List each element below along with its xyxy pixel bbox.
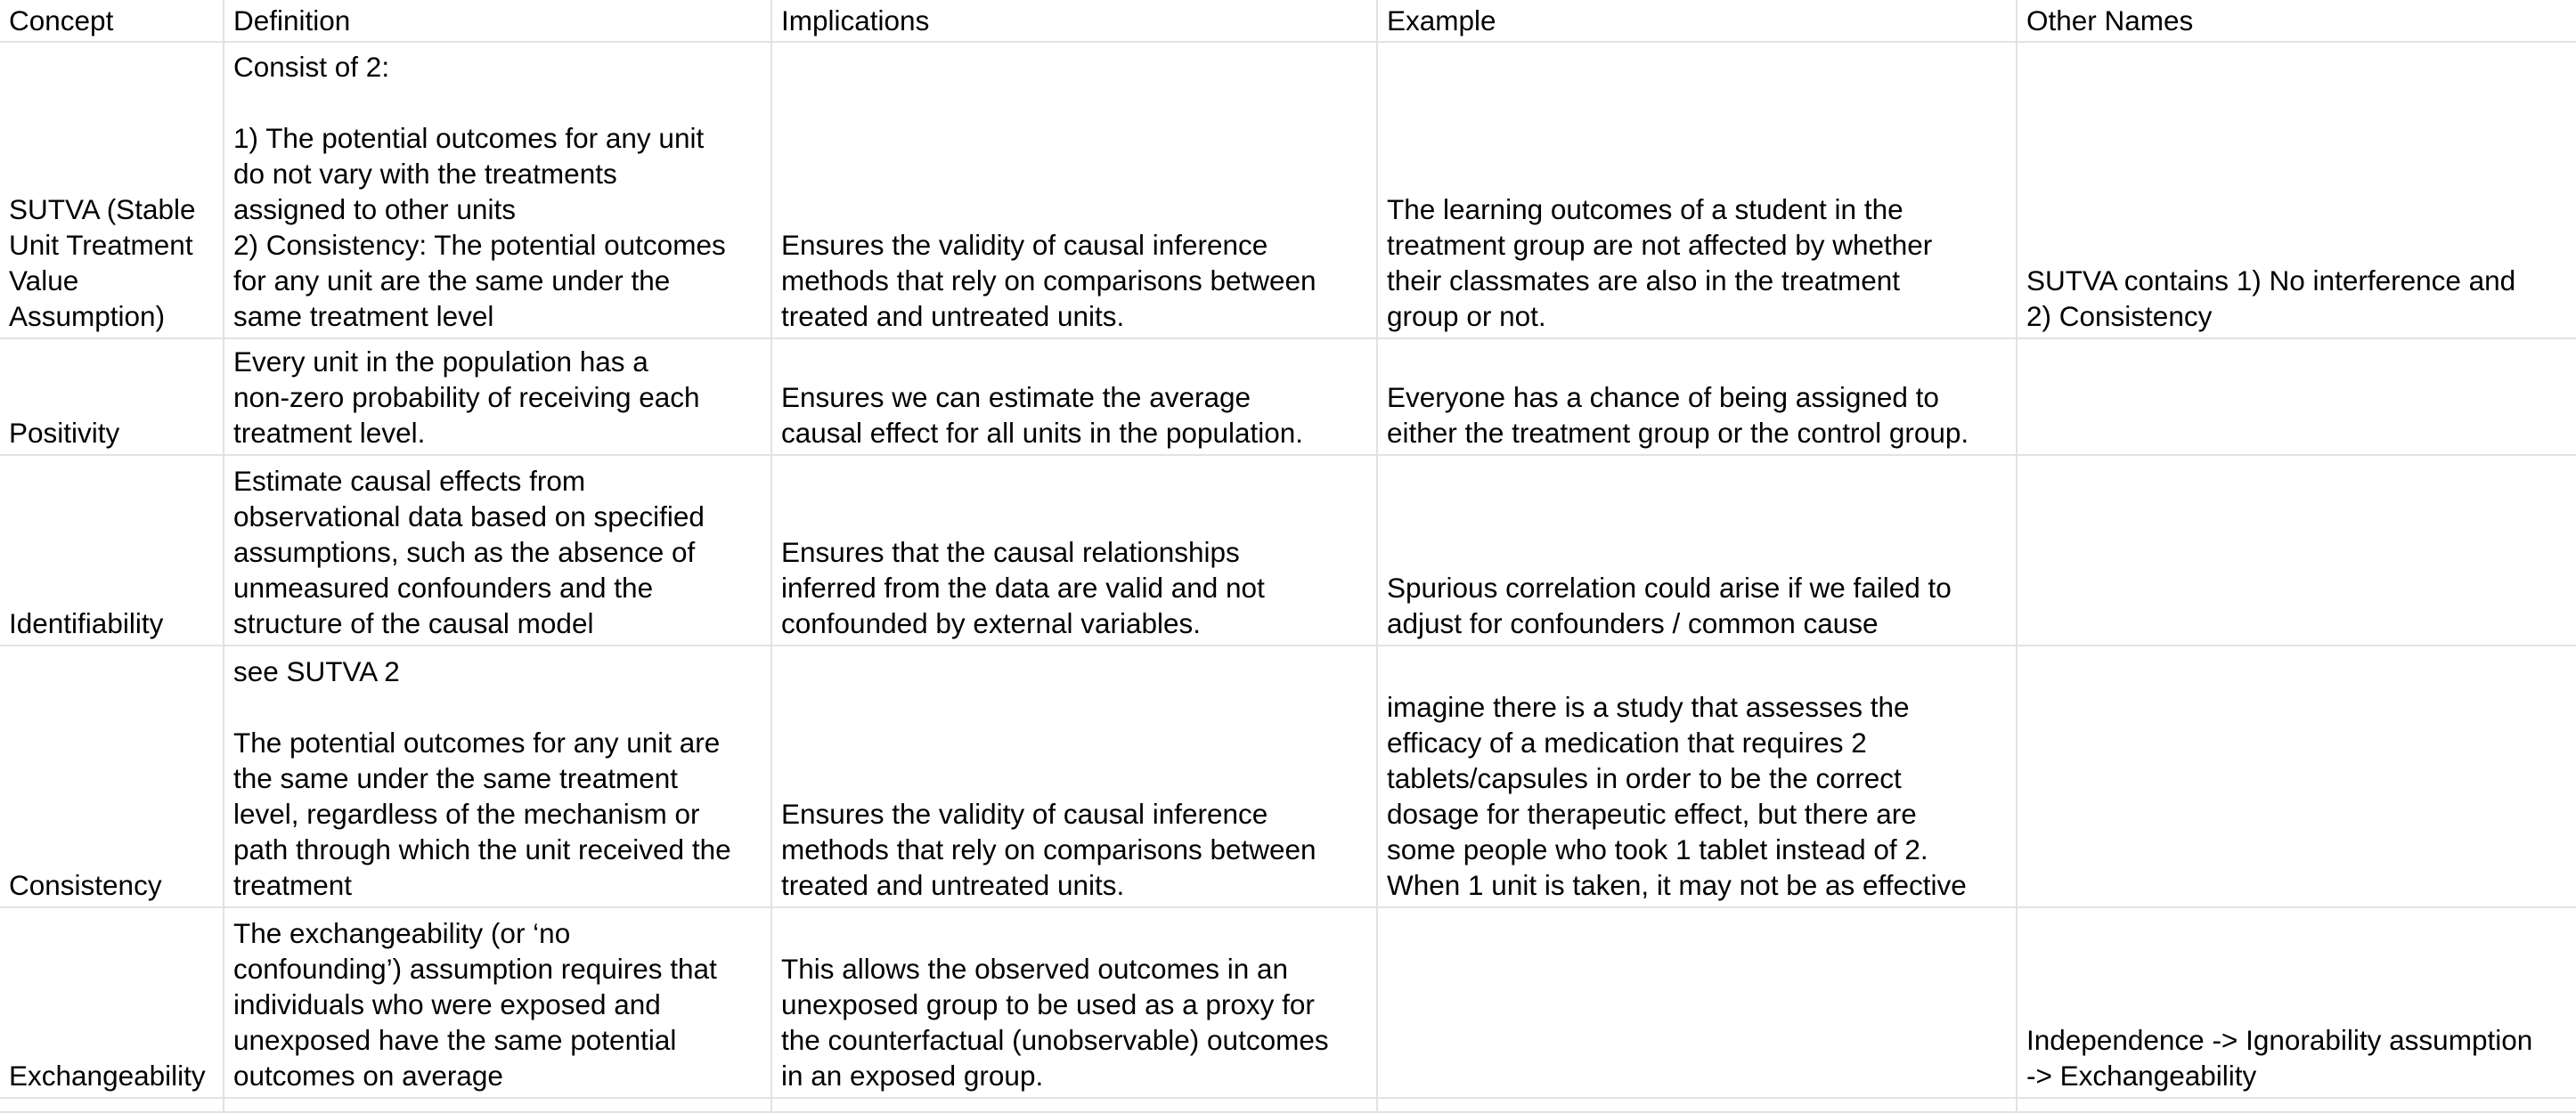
header-label: Implications [781, 4, 930, 37]
cell-text: Ensures that the causal relationships inferred from the data are valid and not confounded by external variables. [781, 536, 1265, 639]
header-label: Concept [9, 4, 114, 37]
definition-cell[interactable] [224, 646, 772, 908]
other-names-cell[interactable] [2018, 646, 2576, 908]
header-label: Other Names [2026, 4, 2194, 37]
implications-cell[interactable] [772, 456, 1378, 646]
empty-cell[interactable] [772, 1099, 1378, 1113]
cell-text: Estimate causal effects from observational data based on specified assumptions, such as the absence of unmeasured confounders and the structure of the causal model [233, 465, 705, 639]
cell-text: The learning outcomes of a student in the treatment group are not affected by whether their classmates are also in the treatment group or not. [1387, 193, 1933, 332]
other-names-cell[interactable] [2018, 43, 2576, 339]
cell-text: Exchangeability [9, 1060, 206, 1092]
header-row [0, 0, 2576, 43]
cell-text: see SUTVA 2 The potential outcomes for any unit are the same under the same treatment level, regardless of the mechanism or path through which the unit received the treatment [233, 655, 731, 901]
concept-cell[interactable] [0, 43, 224, 339]
cell-text: Everyone has a chance of being assigned to either the treatment group or the control group. [1387, 381, 1969, 449]
header-cell-other-names[interactable] [2018, 0, 2576, 43]
cell-text: Positivity [9, 417, 120, 449]
definition-cell[interactable] [224, 908, 772, 1099]
cell-text: SUTVA (Stable Unit Treatment Value Assumption) [9, 193, 196, 332]
cell-text: Consist of 2: 1) The potential outcomes for any unit do not vary with the treatments assigned to other units 2) Consistency: The potential outcomes for any unit are the same under the same treatment level [233, 51, 726, 332]
other-names-cell[interactable] [2018, 456, 2576, 646]
header-cell-example[interactable] [1378, 0, 2018, 43]
implications-cell[interactable] [772, 908, 1378, 1099]
cell-text: Ensures the validity of causal inference methods that rely on comparisons between treated and untreated units. [781, 798, 1317, 901]
concept-cell[interactable] [0, 646, 224, 908]
example-cell[interactable] [1378, 456, 2018, 646]
table-row [0, 646, 2576, 908]
definition-cell[interactable] [224, 43, 772, 339]
implications-cell[interactable] [772, 339, 1378, 456]
table-row [0, 43, 2576, 339]
empty-cell[interactable] [2018, 1099, 2576, 1113]
definition-cell[interactable] [224, 456, 772, 646]
cell-text: The exchangeability (or ‘no confounding’) assumption requires that individuals who were exposed and unexposed have the same potential outcomes on average [233, 917, 717, 1092]
empty-cell[interactable] [224, 1099, 772, 1113]
concept-cell[interactable] [0, 908, 224, 1099]
concept-cell[interactable] [0, 339, 224, 456]
cell-text: Identifiability [9, 607, 164, 639]
table-row [0, 339, 2576, 456]
concept-cell[interactable] [0, 456, 224, 646]
header-cell-implications[interactable] [772, 0, 1378, 43]
other-names-cell[interactable] [2018, 339, 2576, 456]
example-cell[interactable] [1378, 646, 2018, 908]
table-row [0, 908, 2576, 1099]
empty-cell[interactable] [0, 1099, 224, 1113]
cell-text: Consistency [9, 869, 162, 901]
definition-cell[interactable] [224, 339, 772, 456]
cell-text: SUTVA contains 1) No interference and 2) Consistency [2026, 264, 2516, 332]
example-cell[interactable] [1378, 908, 2018, 1099]
cell-text: Ensures we can estimate the average causal effect for all units in the population. [781, 381, 1304, 449]
cell-text: Spurious correlation could arise if we failed to adjust for confounders / common cause [1387, 572, 1952, 639]
other-names-cell[interactable] [2018, 908, 2576, 1099]
example-cell[interactable] [1378, 43, 2018, 339]
example-cell[interactable] [1378, 339, 2018, 456]
cell-text: Every unit in the population has a non-zero probability of receiving each treatment level. [233, 345, 700, 449]
implications-cell[interactable] [772, 43, 1378, 339]
header-label: Definition [233, 4, 351, 37]
empty-row [0, 1099, 2576, 1113]
header-label: Example [1387, 4, 1496, 37]
implications-cell[interactable] [772, 646, 1378, 908]
cell-text: This allows the observed outcomes in an unexposed group to be used as a proxy for the counterfactual (unobservable) outcomes in an exposed group. [781, 953, 1329, 1092]
cell-text: imagine there is a study that assesses the efficacy of a medication that requires 2 tablets/capsules in order to be the correct dosage for therapeutic effect, but there are some people who took 1 tablet instead of 2. When 1 unit is taken, it may not be as effective [1387, 691, 1967, 901]
empty-cell[interactable] [1378, 1099, 2018, 1113]
header-cell-concept[interactable] [0, 0, 224, 43]
cell-text: Independence -> Ignorability assumption -> Exchangeability [2026, 1024, 2533, 1092]
cell-text: Ensures the validity of causal inference methods that rely on comparisons between treated and untreated units. [781, 229, 1317, 332]
header-cell-definition[interactable] [224, 0, 772, 43]
table-row [0, 456, 2576, 646]
